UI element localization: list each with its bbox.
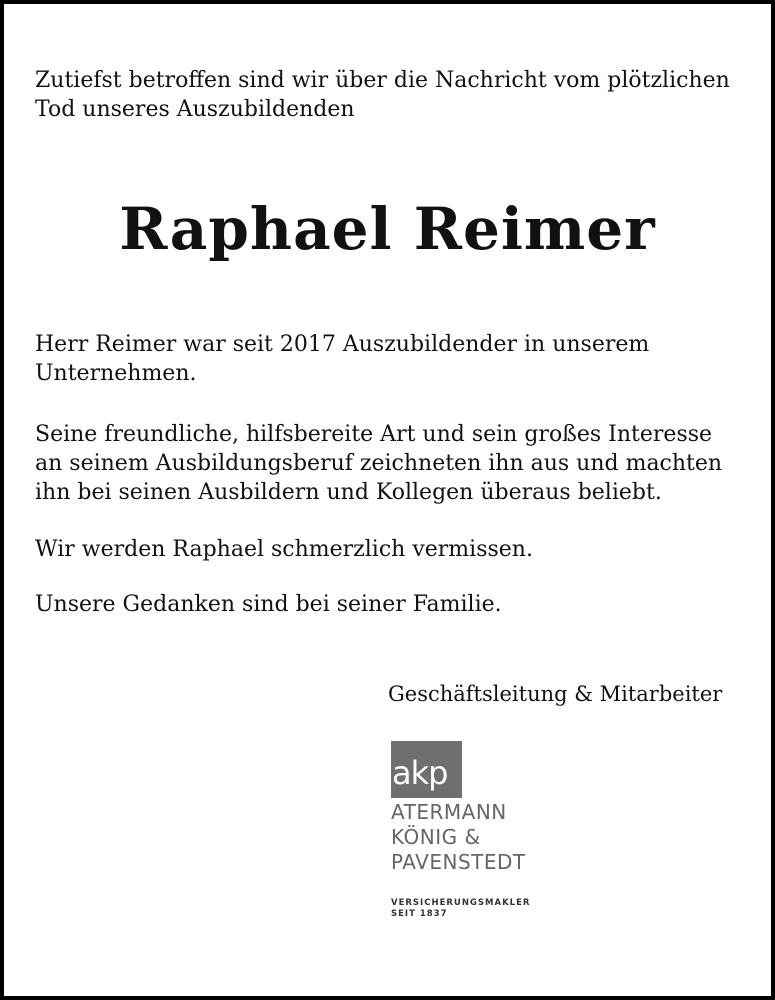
paragraph-family: Unsere Gedanken sind bei seiner Familie. <box>35 592 502 617</box>
paragraph-tenure: Herr Reimer war seit 2017 Auszubildender in unserem Unternehmen. <box>35 332 650 386</box>
paragraph-character: Seine freundliche, hilfsbereite Art und sein großes Interesse an seinem Ausbildungsberuf zeichneten ihn aus und machten ihn bei seinen Ausbildern und Kollegen überaus beliebt. <box>35 422 723 505</box>
company-name-line: PAVENSTEDT <box>391 850 526 874</box>
company-name-line: KÖNIG & <box>391 825 481 849</box>
tagline-line: VERSICHERUNGSMAKLER <box>391 898 531 908</box>
signature: Geschäftsleitung & Mitarbeiter <box>388 682 723 706</box>
logo-abbr: akp <box>392 754 448 792</box>
deceased-name: Raphael Reimer <box>119 195 656 263</box>
intro-text: Zutiefst betroffen sind wir über die Nachricht vom plötzlichen Tod unseres Auszubildenden <box>35 68 730 122</box>
company-tagline <box>391 898 530 920</box>
paragraph-missed: Wir werden Raphael schmerzlich vermissen. <box>35 537 533 562</box>
company-name <box>391 800 526 875</box>
tagline-line: SEIT 1837 <box>391 909 448 919</box>
company-name-line: ATERMANN <box>391 800 507 824</box>
